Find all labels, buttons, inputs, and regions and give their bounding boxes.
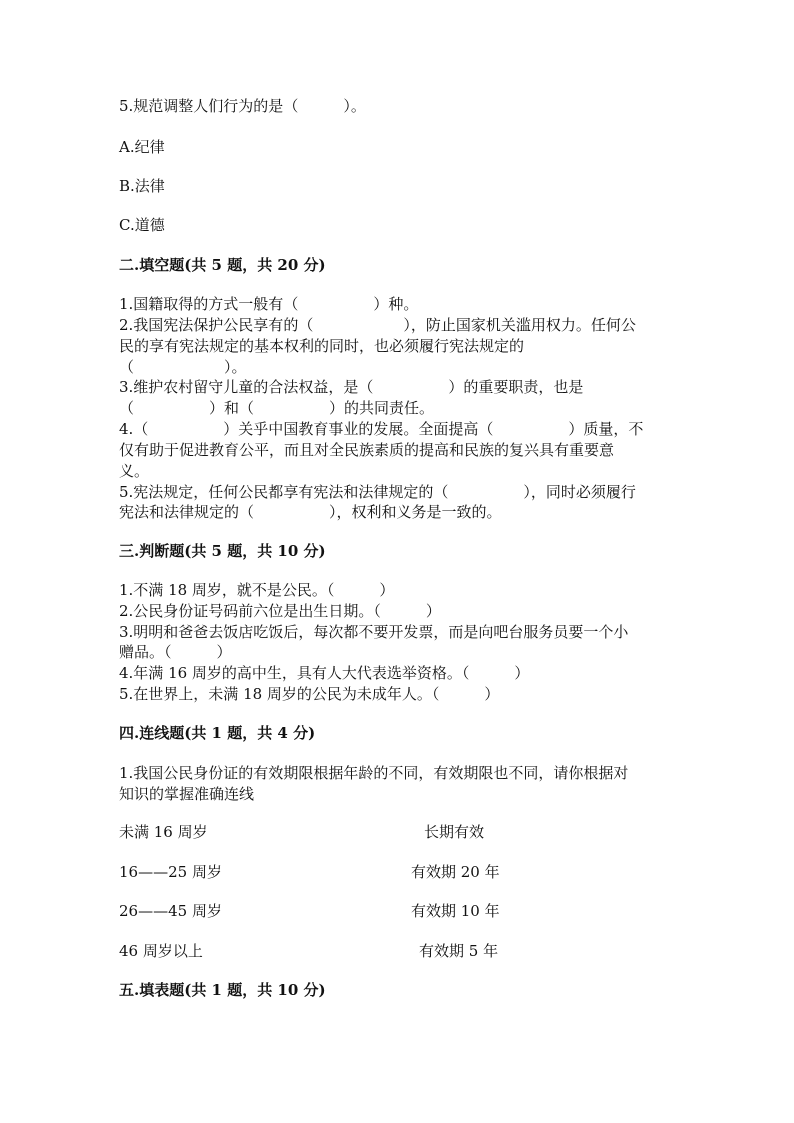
section-4-question-line: 知识的掌握准确连线 <box>119 785 255 803</box>
option-b: B.法律 <box>119 177 165 195</box>
section-2-line: 4.（ ）关乎中国教育事业的发展。全面提高（ ）质量，不 <box>119 420 644 438</box>
match-left-item[interactable]: 26——45 周岁 <box>119 902 222 920</box>
match-right-item[interactable]: 长期有效 <box>424 823 485 841</box>
section-2-line: 2.我国宪法保护公民享有的（ ），防止国家机关滥用权力。任何公 <box>119 316 636 334</box>
question-5-stem: 5.规范调整人们行为的是（ ）。 <box>119 97 366 115</box>
match-left-item[interactable]: 未满 16 周岁 <box>119 823 208 841</box>
section-2-line: 1.国籍取得的方式一般有（ ）种。 <box>119 295 419 313</box>
section-3-line: 赠品。（ ） <box>119 643 232 661</box>
section-4-question-line: 1.我国公民身份证的有效期限根据年龄的不同，有效期限也不同，请你根据对 <box>119 764 629 782</box>
section-4-heading: 四.连线题(共 1 题，共 4 分) <box>119 724 316 742</box>
section-2-heading: 二.填空题(共 5 题，共 20 分) <box>119 256 326 274</box>
section-3-line: 5.在世界上，未满 18 周岁的公民为未成年人。（ ） <box>119 685 500 703</box>
section-3-line: 2.公民身份证号码前六位是出生日期。（ ） <box>119 602 441 620</box>
section-2-line: （ ）。 <box>119 358 247 376</box>
section-2-line: 仅有助于促进教育公平，而且对全民族素质的提高和民族的复兴具有重要意 <box>119 441 615 459</box>
section-2-line: 3.维护农村留守儿童的合法权益，是（ ）的重要职责，也是 <box>119 378 584 396</box>
section-2-line: （ ）和（ ）的共同责任。 <box>119 399 435 417</box>
section-3-line: 1.不满 18 周岁，就不是公民。（ ） <box>119 581 395 599</box>
section-2-line: 义。 <box>119 462 150 480</box>
section-2-line: 宪法和法律规定的（ ），权利和义务是一致的。 <box>119 503 502 521</box>
section-3-line: 3.明明和爸爸去饭店吃饭后，每次都不要开发票，而是向吧台服务员要一个小 <box>119 623 629 641</box>
match-right-item[interactable]: 有效期 20 年 <box>411 863 500 881</box>
section-2-line: 民的享有宪法规定的基本权利的同时，也必须履行宪法规定的 <box>119 337 525 355</box>
section-5-heading: 五.填表题(共 1 题，共 10 分) <box>119 981 326 999</box>
option-a: A.纪律 <box>119 138 165 156</box>
section-3-heading: 三.判断题(共 5 题，共 10 分) <box>119 542 326 560</box>
match-right-item[interactable]: 有效期 5 年 <box>419 942 499 960</box>
section-3-line: 4.年满 16 周岁的高中生，具有人大代表选举资格。（ ） <box>119 664 530 682</box>
option-c: C.道德 <box>119 216 165 234</box>
section-2-line: 5.宪法规定，任何公民都享有宪法和法律规定的（ ），同时必须履行 <box>119 483 636 501</box>
match-right-item[interactable]: 有效期 10 年 <box>411 902 500 920</box>
match-left-item[interactable]: 16——25 周岁 <box>119 863 222 881</box>
match-left-item[interactable]: 46 周岁以上 <box>119 942 203 960</box>
